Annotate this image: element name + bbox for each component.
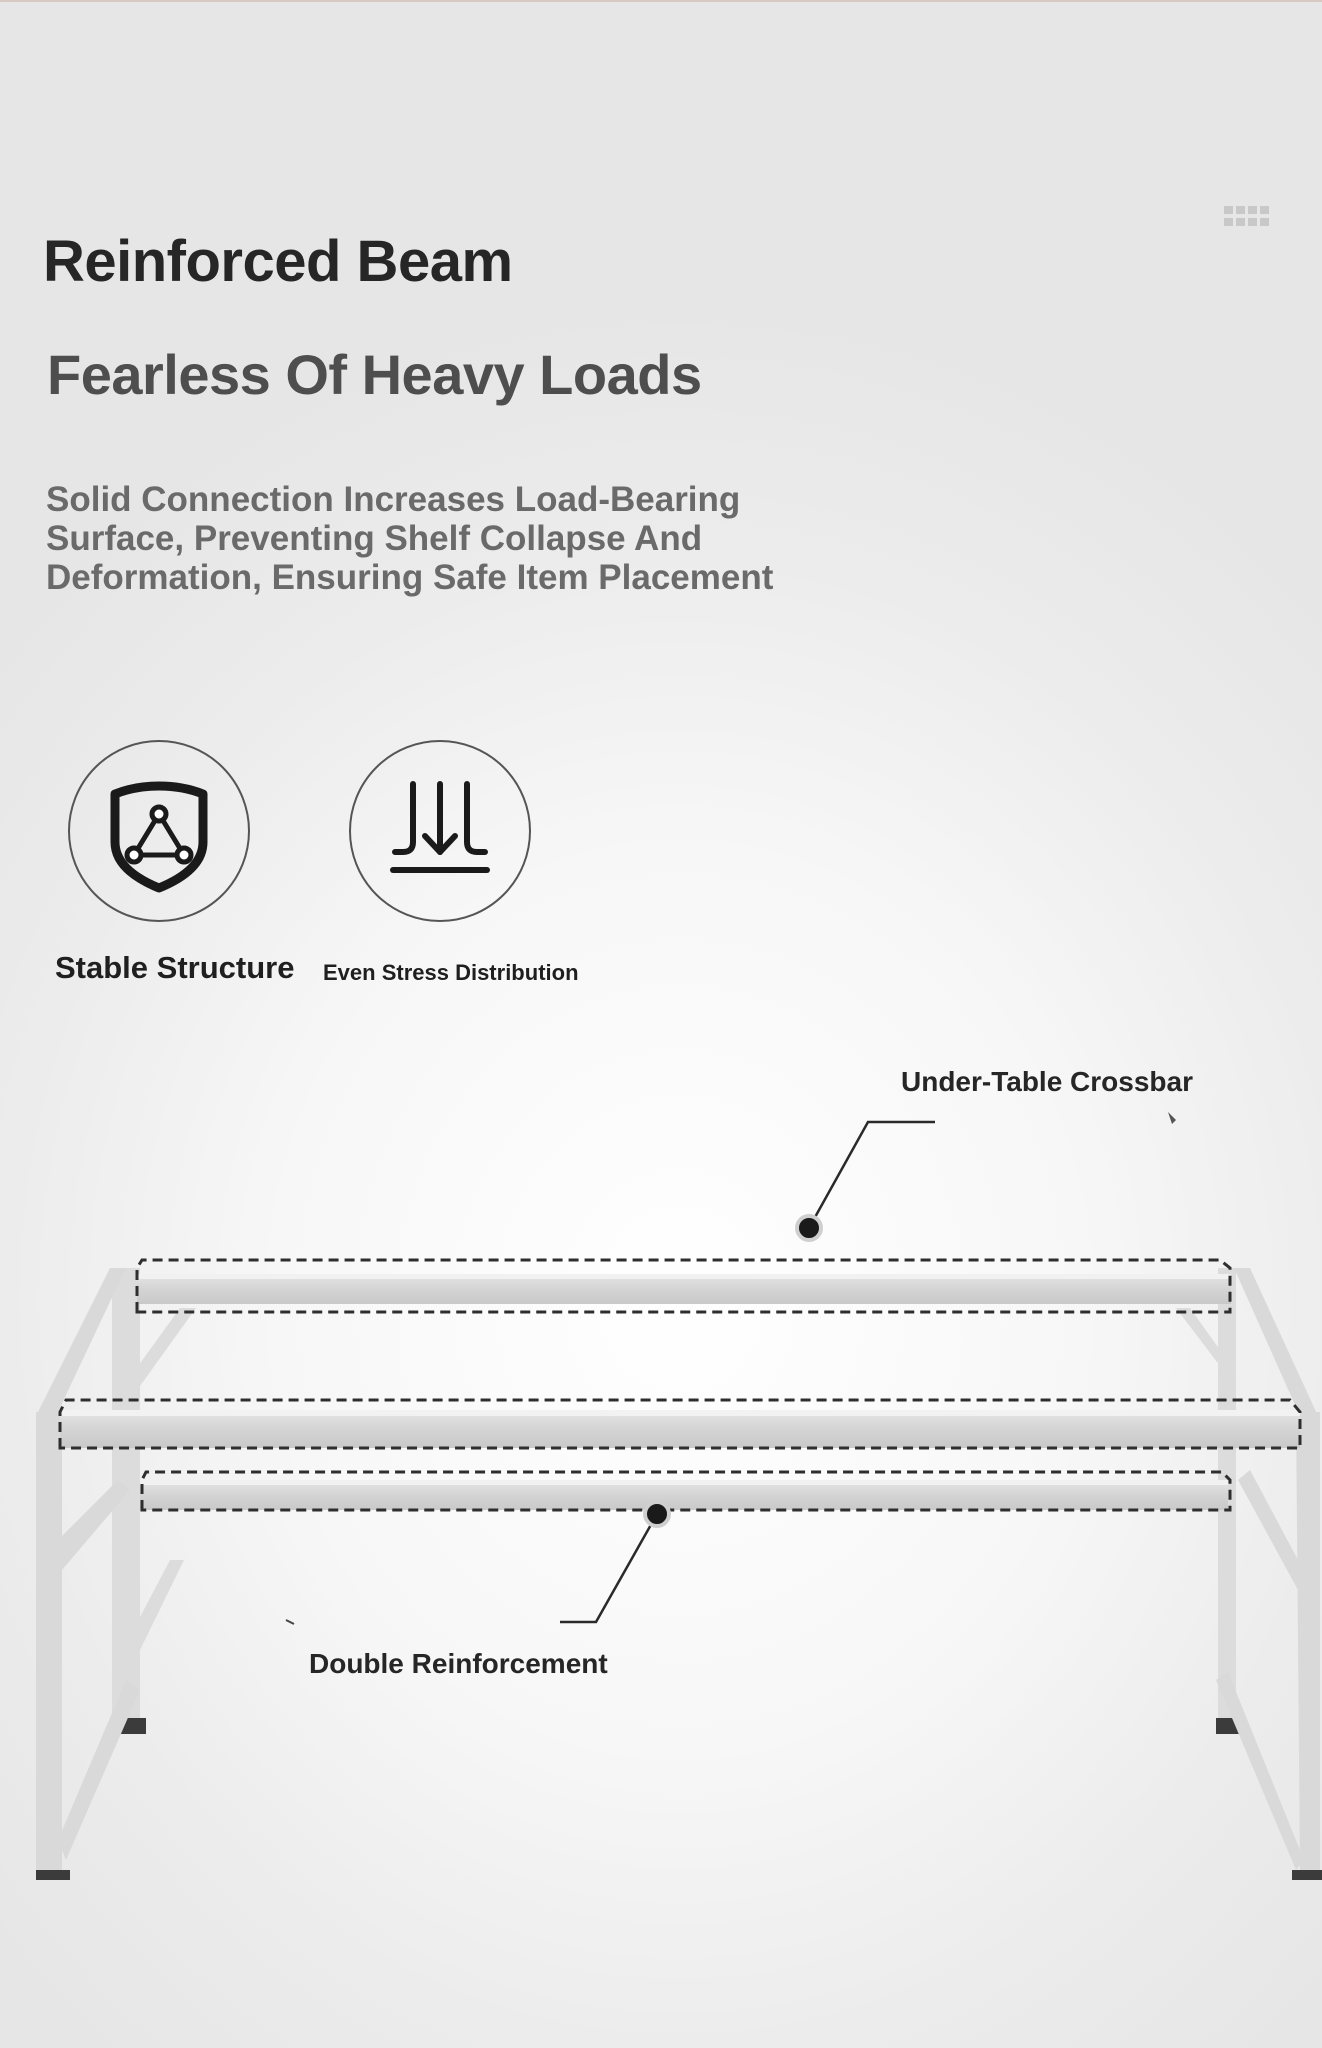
callout-dot-bottom [645,1502,669,1526]
callout-line-top [809,1122,935,1228]
side-frame [36,1268,1320,1872]
callout-label-under-table-crossbar: Under-Table Crossbar [901,1066,1193,1097]
page-title: Reinforced Beam [43,229,513,294]
description-text: Solid Connection Increases Load-Bearing Surface, Preventing Shelf Collapse And Deformation, Ensuring Safe Item Placement [46,480,774,597]
feature-label-even-stress: Even Stress Distribution [323,960,579,985]
page-subtitle: Fearless Of Heavy Loads [47,343,702,406]
feature-label-stable-structure: Stable Structure [55,950,295,985]
callout-label-double-reinforcement: Double Reinforcement [309,1648,608,1679]
callout-dot-top [797,1216,821,1240]
callout-line-bottom [560,1514,657,1622]
